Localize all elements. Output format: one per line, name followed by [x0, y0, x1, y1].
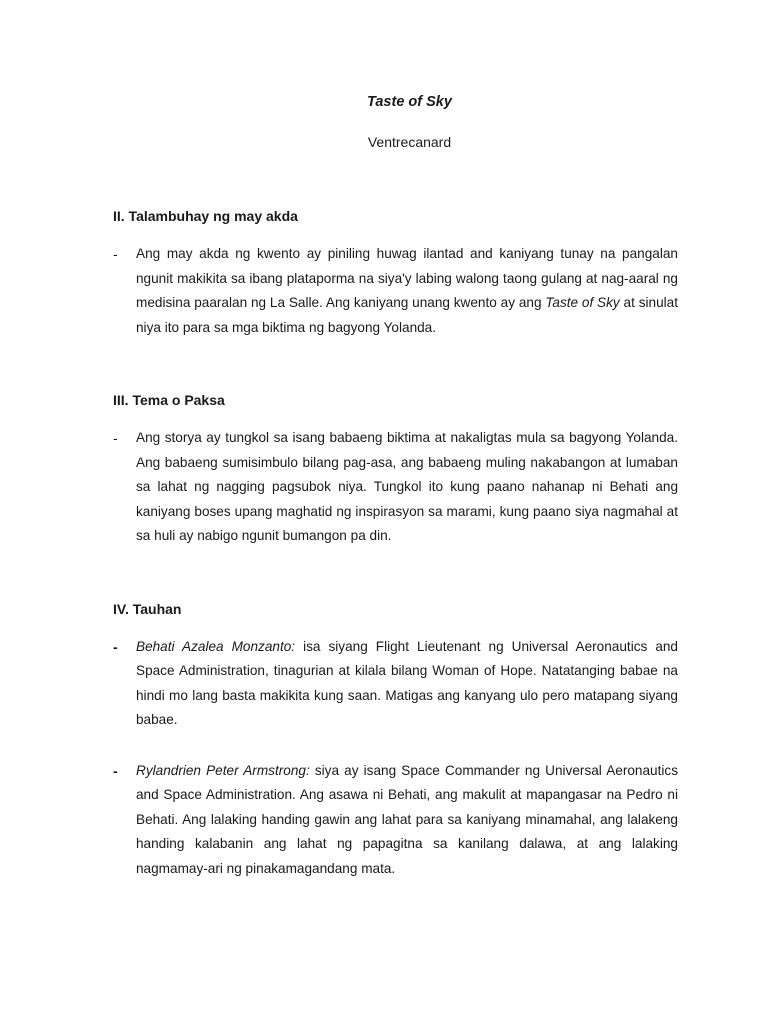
character-name: Rylandrien Peter Armstrong: — [136, 762, 310, 778]
list-item — [113, 759, 678, 882]
paragraph: Ang storya ay tungkol sa isang babaeng biktima at nakaligtas mula sa bagyong Yolanda. Ang babaeng sumisimbulo bilang pag-asa, ang babaeng muling nakabangon at lumaban sa lahat ng nagging pagsubok niya. Tungkol ito kung paano nahanap ni Behati ang kaniyang boses upang maghatid ng inspirasyon sa marami, kung paano siya nagmahal at sa huli ay nabigo ngunit bumangon pa din. — [136, 430, 678, 543]
paragraph — [136, 242, 678, 340]
list-item — [113, 635, 678, 733]
character-description: siya ay isang Space Commander ng Universal Aeronautics and Space Administration. Ang asawa ni Behati, ang makulit at mapangasar na Pedro ni Behati. Ang lalaking handing gawin ang lahat para sa kaniyang minamahal, ang lalakeng handing kalabanin ang lahat ng papagitna sa kanilang dalawa, at ang lalaking nagmamay-ari ng pinakamagandang mata. — [136, 762, 678, 876]
paragraph-text: at sinulat niya ito para sa mga biktima ng bagyong Yolanda. — [136, 295, 678, 335]
section-heading: IV. Tauhan — [113, 600, 182, 617]
list-item — [113, 426, 678, 549]
character-name: Behati Azalea Monzanto: — [136, 638, 296, 654]
bullet-dash: - — [113, 430, 118, 446]
document-author: Ventrecanard — [367, 134, 452, 150]
paragraph — [136, 759, 678, 882]
bullet-dash: - — [113, 762, 118, 779]
bullet-dash: - — [113, 638, 118, 655]
section-heading: III. Tema o Paksa — [113, 392, 225, 408]
section-tauhan — [113, 599, 678, 882]
list-item — [113, 242, 678, 340]
section-talambuhay — [113, 206, 678, 340]
italic-title-reference: Taste of Sky — [545, 295, 620, 310]
paragraph — [136, 635, 678, 733]
section-tema — [113, 390, 678, 549]
document-title: Taste of Sky — [367, 94, 452, 110]
paragraph-text: Ang may akda ng kwento ay piniling huwag ilantad and kaniyang tunay na pangalan ngunit makikita sa ibang plataporma na siya'y labing walong taong gulang at nag-aaral ng medisina paaralan ng La Salle. Ang kaniyang unang kwento ay ang — [136, 246, 678, 310]
character-description: isa siyang Flight Lieutenant ng Universal Aeronautics and Space Administration, tinagurian at kilala bilang Woman of Hope. Natatanging babae na hindi mo lang basta makikita kung saan. Matigas ang kanyang ulo pero matapang siyang babae. — [136, 638, 678, 727]
section-heading: II. Talambuhay ng may akda — [113, 208, 298, 224]
bullet-dash: - — [113, 246, 118, 262]
